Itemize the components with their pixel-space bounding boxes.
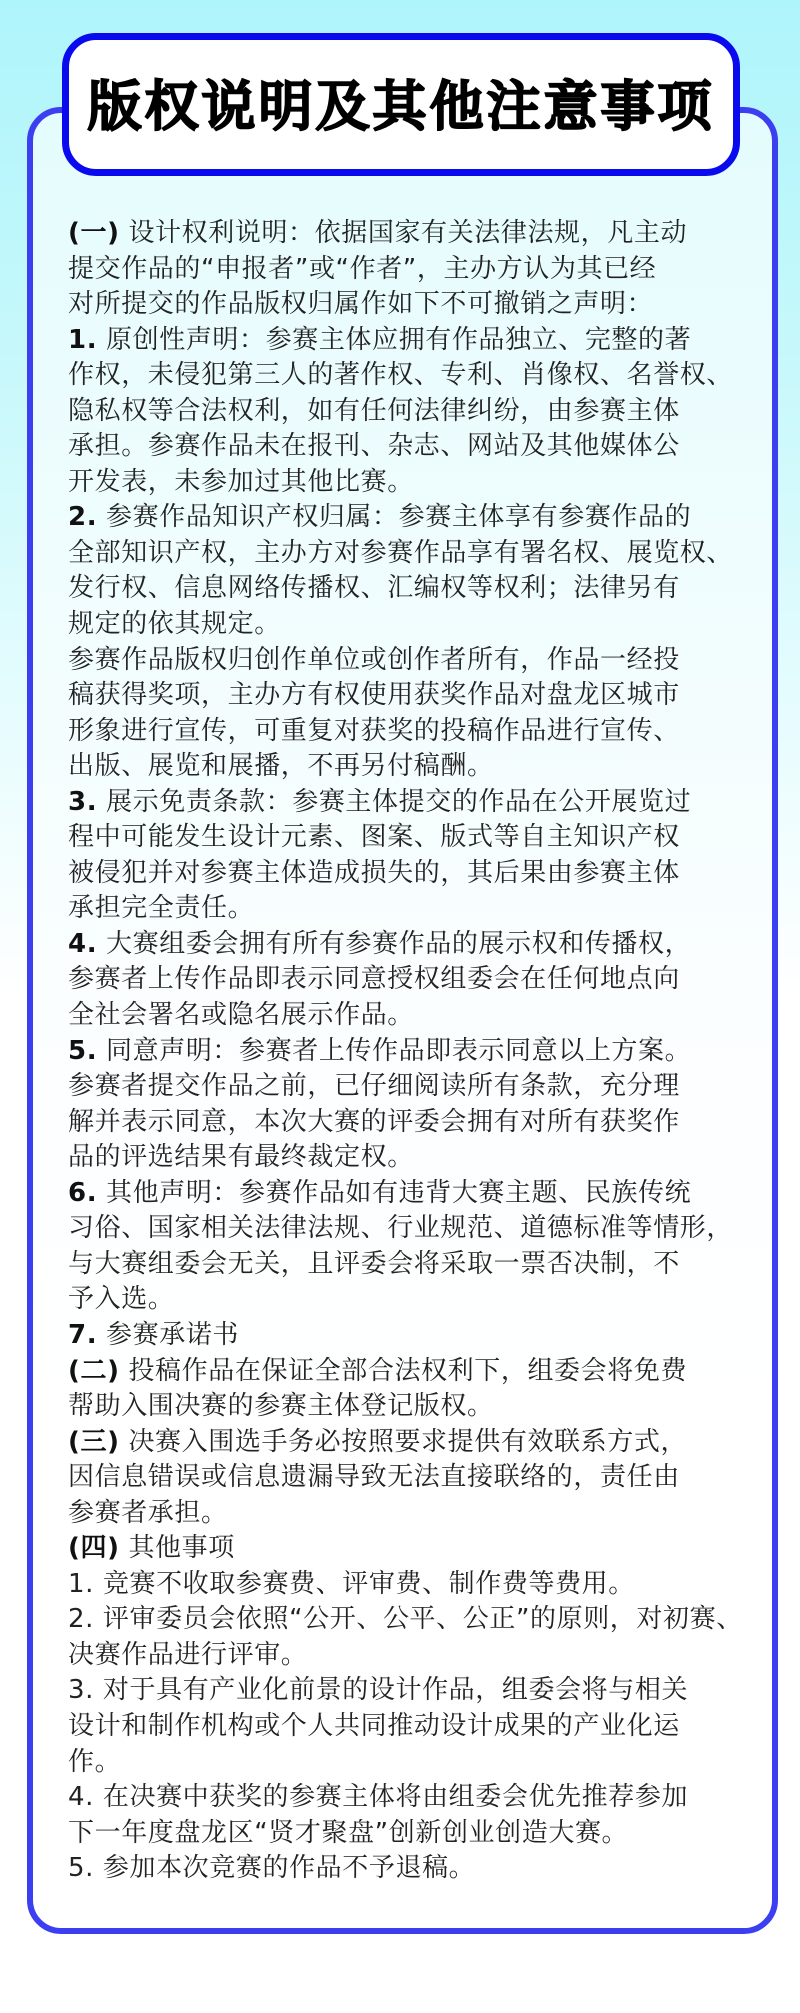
text-line — [68, 1496, 748, 1532]
text-line — [68, 785, 748, 821]
line-text: 投稿作品在保证全部合法权利下，组委会将免费 — [119, 1355, 688, 1386]
text-line — [68, 1567, 748, 1603]
line-text: 出版、展览和展播，不再另付稿酬。 — [68, 751, 494, 782]
line-text: 决赛作品进行评审。 — [68, 1639, 308, 1670]
line-text: 帮助入围决赛的参赛主体登记版权。 — [68, 1391, 494, 1422]
line-text: 规定的依其规定。 — [68, 609, 281, 640]
text-line — [68, 1460, 748, 1496]
line-text: 2. 评审委员会依照“公开、公平、公正”的原则，对初赛、 — [68, 1604, 743, 1635]
line-text: 展示免责条款：参赛主体提交的作品在公开展览过 — [97, 786, 692, 817]
item-number: (二) — [68, 1355, 120, 1386]
item-number: (三) — [68, 1426, 120, 1457]
text-line — [68, 1425, 748, 1461]
line-text: 予入选。 — [68, 1284, 175, 1315]
line-text: 5. 参加本次竞赛的作品不予退稿。 — [68, 1853, 476, 1884]
line-text: 大赛组委会拥有所有参赛作品的展示权和传播权， — [97, 928, 692, 959]
text-line — [68, 1638, 748, 1674]
line-text: 下一年度盘龙区“贤才聚盘”创新创业创造大赛。 — [68, 1817, 629, 1848]
text-line — [68, 1211, 748, 1247]
text-line — [68, 1531, 748, 1567]
text-line — [68, 643, 748, 679]
text-line — [68, 287, 748, 323]
item-number: 2. — [68, 502, 98, 533]
text-line — [68, 1709, 748, 1745]
line-text: 程中可能发生设计元素、图案、版式等自主知识产权 — [68, 822, 680, 853]
line-text: 其他事项 — [119, 1533, 235, 1564]
text-line — [68, 820, 748, 856]
text-line — [68, 465, 748, 501]
line-text: 发行权、信息网络传播权、汇编权等权利；法律另有 — [68, 573, 680, 604]
text-line — [68, 1389, 748, 1425]
text-line — [68, 1673, 748, 1709]
text-line — [68, 536, 748, 572]
text-line — [68, 1745, 748, 1781]
line-text: 作权，未侵犯第三人的著作权、专利、肖像权、名誉权、 — [68, 360, 734, 391]
text-line — [68, 1282, 748, 1318]
text-line — [68, 927, 748, 963]
line-text: 承担完全责任。 — [68, 893, 255, 924]
line-text: 参赛承诺书 — [97, 1319, 240, 1350]
text-line — [68, 607, 748, 643]
page-title: 版权说明及其他注意事项 — [87, 75, 715, 138]
text-line — [68, 891, 748, 927]
text-line — [68, 749, 748, 785]
line-text: 品的评选结果有最终裁定权。 — [68, 1142, 414, 1173]
line-text: 设计权利说明：依据国家有关法律法规，凡主动 — [119, 218, 688, 248]
line-text: 稿获得奖项，主办方有权使用获奖作品对盘龙区城市 — [68, 680, 680, 711]
line-text: 与大赛组委会无关，且评委会将采取一票否决制，不 — [68, 1248, 680, 1279]
line-text: 参赛者上传作品即表示同意授权组委会在任何地点向 — [68, 964, 680, 995]
line-text: 决赛入围选手务必按照要求提供有效联系方式， — [119, 1426, 688, 1457]
line-text: 4. 在决赛中获奖的参赛主体将由组委会优先推荐参加 — [68, 1782, 689, 1813]
line-text: 参赛作品知识产权归属：参赛主体享有参赛作品的 — [97, 502, 692, 533]
item-number: 3. — [68, 786, 98, 817]
line-text: 作。 — [68, 1746, 122, 1777]
text-line — [68, 678, 748, 714]
text-line — [68, 998, 748, 1034]
text-line — [68, 216, 748, 252]
text-line — [68, 856, 748, 892]
item-number: 7. — [68, 1319, 98, 1350]
text-line — [68, 1105, 748, 1141]
line-text: 设计和制作机构或个人共同推动设计成果的产业化运 — [68, 1710, 680, 1741]
text-line — [68, 1780, 748, 1816]
text-line — [68, 323, 748, 359]
line-text: 因信息错误或信息遗漏导致无法直接联络的，责任由 — [68, 1462, 680, 1493]
line-text: 提交作品的“申报者”或“作者”，主办方认为其已经 — [68, 253, 657, 284]
text-line — [68, 714, 748, 750]
line-text: 形象进行宣传，可重复对获奖的投稿作品进行宣传、 — [68, 715, 680, 746]
text-line — [68, 962, 748, 998]
text-line — [68, 1318, 748, 1354]
line-text: 1. 竞赛不收取参赛费、评审费、制作费等费用。 — [68, 1568, 635, 1599]
text-line — [68, 1140, 748, 1176]
text-line — [68, 1176, 748, 1212]
line-text: 对所提交的作品版权归属作如下不可撤销之声明： — [68, 289, 654, 320]
text-line — [68, 1069, 748, 1105]
item-number: 1. — [68, 324, 98, 355]
item-number: 4. — [68, 928, 98, 959]
line-text: 参赛者承担。 — [68, 1497, 228, 1528]
item-number: 6. — [68, 1177, 98, 1208]
line-text: 开发表，未参加过其他比赛。 — [68, 466, 414, 497]
line-text: 参赛作品版权归创作单位或创作者所有，作品一经投 — [68, 644, 680, 675]
line-text: 隐私权等合法权利，如有任何法律纠纷，由参赛主体 — [68, 395, 680, 426]
line-text: 习俗、国家相关法律法规、行业规范、道德标准等情形， — [68, 1213, 734, 1244]
text-line — [68, 571, 748, 607]
text-line — [68, 358, 748, 394]
line-text: 3. 对于具有产业化前景的设计作品，组委会将与相关 — [68, 1675, 689, 1706]
text-line — [68, 1354, 748, 1390]
line-text: 解并表示同意，本次大赛的评委会拥有对所有获奖作 — [68, 1106, 680, 1137]
line-text: 参赛者提交作品之前，已仔细阅读所有条款，充分理 — [68, 1071, 680, 1102]
text-line — [68, 394, 748, 430]
line-text: 全社会署名或隐名展示作品。 — [68, 1000, 414, 1031]
item-number: (一) — [68, 218, 120, 248]
line-text: 承担。参赛作品未在报刊、杂志、网站及其他媒体公 — [68, 431, 680, 462]
item-number: (四) — [68, 1533, 120, 1564]
text-line — [68, 252, 748, 288]
text-line — [68, 1851, 748, 1887]
line-text: 被侵犯并对参赛主体造成损失的，其后果由参赛主体 — [68, 857, 680, 888]
line-text: 其他声明：参赛作品如有违背大赛主题、民族传统 — [97, 1177, 692, 1208]
line-text: 同意声明：参赛者上传作品即表示同意以上方案。 — [97, 1035, 692, 1066]
text-line — [68, 1034, 748, 1070]
title-banner — [62, 33, 740, 176]
text-line — [68, 1247, 748, 1283]
document-body — [68, 216, 748, 1887]
line-text: 全部知识产权，主办方对参赛作品享有署名权、展览权、 — [68, 537, 734, 568]
text-line — [68, 1816, 748, 1852]
text-line — [68, 429, 748, 465]
line-text: 原创性声明：参赛主体应拥有作品独立、完整的著 — [97, 324, 692, 355]
text-line — [68, 500, 748, 536]
item-number: 5. — [68, 1035, 98, 1066]
text-line — [68, 1602, 748, 1638]
